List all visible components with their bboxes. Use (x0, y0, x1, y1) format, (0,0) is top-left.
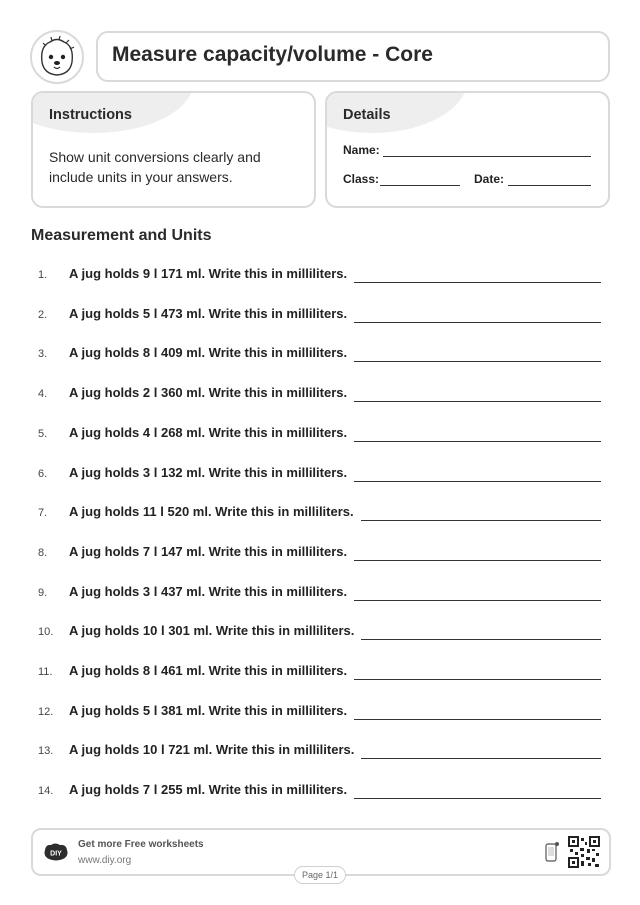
question-row (0, 306, 640, 326)
question-text: A jug holds 10 l 301 ml. Write this in milliliters. (69, 623, 355, 639)
answer-line[interactable] (361, 758, 601, 759)
question-text: A jug holds 11 l 520 ml. Write this in milliliters. (69, 504, 354, 520)
question-text: A jug holds 3 l 132 ml. Write this in milliliters. (69, 464, 348, 480)
question-row (0, 584, 640, 604)
question-number: 2. (38, 308, 48, 321)
answer-line[interactable] (354, 481, 601, 482)
instructions-box (31, 91, 316, 208)
question-number: 7. (38, 507, 48, 520)
footer-url[interactable]: www.diy.org (78, 855, 132, 866)
question-row (0, 623, 640, 643)
logo-text: DIY (50, 850, 62, 858)
diy-logo (43, 842, 69, 862)
question-text: A jug holds 8 l 461 ml. Write this in milliliters. (69, 663, 348, 678)
answer-line[interactable] (354, 600, 601, 601)
question-row (0, 544, 640, 564)
name-field[interactable] (383, 156, 591, 157)
question-row (0, 504, 640, 524)
question-number: 5. (38, 427, 48, 440)
question-number: 9. (38, 586, 48, 599)
answer-line[interactable] (354, 719, 601, 720)
date-label: Date: (474, 172, 505, 186)
question-row (0, 345, 640, 365)
date-field[interactable] (508, 185, 591, 186)
question-number: 12. (38, 705, 54, 718)
page-title: Measure capacity/volume - Core (112, 43, 433, 66)
question-number: 14. (38, 785, 54, 798)
section-title: Measurement and Units (31, 227, 212, 244)
question-row (0, 742, 640, 762)
question-number: 13. (38, 745, 54, 758)
answer-line[interactable] (361, 639, 601, 640)
answer-line[interactable] (354, 798, 601, 799)
question-number: 1. (38, 269, 48, 281)
answer-line[interactable] (354, 282, 601, 283)
question-text: A jug holds 7 l 255 ml. Write this in milliliters. (69, 782, 348, 798)
question-text: A jug holds 4 l 268 ml. Write this in milliliters. (69, 424, 348, 440)
answer-line[interactable] (354, 401, 601, 402)
question-number: 4. (38, 388, 48, 401)
question-text: A jug holds 5 l 381 ml. Write this in milliliters. (69, 702, 348, 718)
question-row (0, 782, 640, 802)
qr-code-icon (568, 836, 600, 868)
instructions-text: Show unit conversions clearly and include units in your answers. (49, 149, 261, 185)
question-text: A jug holds 8 l 409 ml. Write this in milliliters. (69, 345, 348, 361)
question-text: A jug holds 7 l 147 ml. Write this in milliliters. (69, 543, 348, 559)
name-label: Name: (343, 143, 380, 157)
question-row (0, 425, 640, 445)
question-text: A jug holds 2 l 360 ml. Write this in milliliters. (69, 385, 348, 401)
class-label: Class: (343, 172, 380, 186)
title-box (96, 31, 610, 82)
question-text: A jug holds 9 l 171 ml. Write this in milliliters. (69, 266, 348, 281)
question-row (0, 266, 640, 286)
phone-icon (544, 841, 560, 863)
question-row (0, 465, 640, 485)
answer-line[interactable] (354, 560, 601, 561)
answer-line[interactable] (354, 322, 601, 323)
answer-line[interactable] (354, 679, 601, 680)
question-number: 10. (38, 626, 54, 639)
question-text: A jug holds 5 l 473 ml. Write this in milliliters. (69, 305, 348, 321)
question-number: 11. (38, 666, 53, 678)
details-box (325, 91, 610, 208)
class-field[interactable] (380, 185, 460, 186)
details-heading: Details (343, 107, 391, 123)
question-number: 8. (38, 546, 48, 559)
question-row (0, 663, 640, 683)
page-indicator: Page 1/1 (294, 866, 346, 884)
question-text: A jug holds 10 l 721 ml. Write this in milliliters. (69, 742, 355, 758)
mascot-avatar (30, 30, 84, 84)
answer-line[interactable] (361, 520, 601, 521)
question-row (0, 385, 640, 405)
answer-line[interactable] (354, 361, 601, 362)
question-text: A jug holds 3 l 437 ml. Write this in milliliters. (69, 583, 348, 599)
answer-line[interactable] (354, 441, 601, 442)
footer-promo: Get more Free worksheets (78, 839, 204, 850)
question-number: 6. (38, 467, 48, 480)
question-number: 3. (38, 348, 48, 361)
instructions-heading: Instructions (49, 107, 132, 123)
question-row (0, 703, 640, 723)
